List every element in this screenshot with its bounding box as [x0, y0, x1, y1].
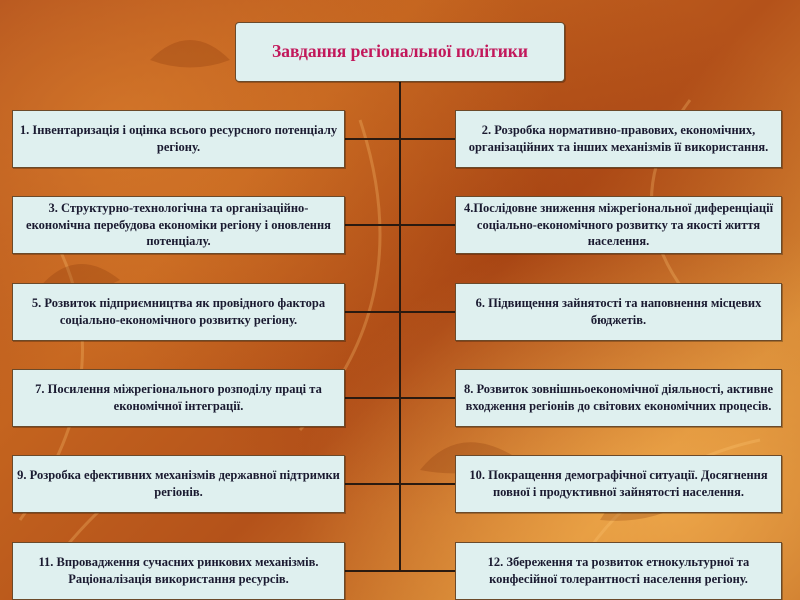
task-box-2: 2. Розробка нормативно-правових, економічних, організаційних та інших механізмів її використання. — [455, 110, 782, 168]
task-box-7: 7. Посилення міжрегіонального розподілу праці та економічної інтеграції. — [12, 369, 345, 427]
diagram-title: Завдання регіональної політики — [235, 22, 565, 82]
task-box-5: 5. Розвиток підприємництва як провідного фактора соціально-економічного розвитку регіону. — [12, 283, 345, 341]
task-box-10: 10. Покращення демографічної ситуації. Досягнення повної і продуктивної зайнятості населення. — [455, 455, 782, 513]
task-box-12: 12. Збереження та розвиток етнокультурної та конфесійної толерантності населення регіону. — [455, 542, 782, 600]
task-box-3: 3. Структурно-технологічна та організаційно-економічна перебудова економіки регіону і оновлення потенціалу. — [12, 196, 345, 254]
task-box-8: 8. Розвиток зовнішньоекономічної діяльності, активне входження регіонів до світових економічних процесів. — [455, 369, 782, 427]
task-box-11: 11. Впровадження сучасних ринкових механізмів. Раціоналізація використання ресурсів. — [12, 542, 345, 600]
task-box-1: 1. Інвентаризація і оцінка всього ресурсного потенціалу регіону. — [12, 110, 345, 168]
task-box-6: 6. Підвищення зайнятості та наповнення місцевих бюджетів. — [455, 283, 782, 341]
task-box-4: 4.Послідовне зниження міжрегіональної диференціації соціально-економічного розвитку та якості життя населення. — [455, 196, 782, 254]
task-box-9: 9. Розробка ефективних механізмів державної підтримки регіонів. — [12, 455, 345, 513]
